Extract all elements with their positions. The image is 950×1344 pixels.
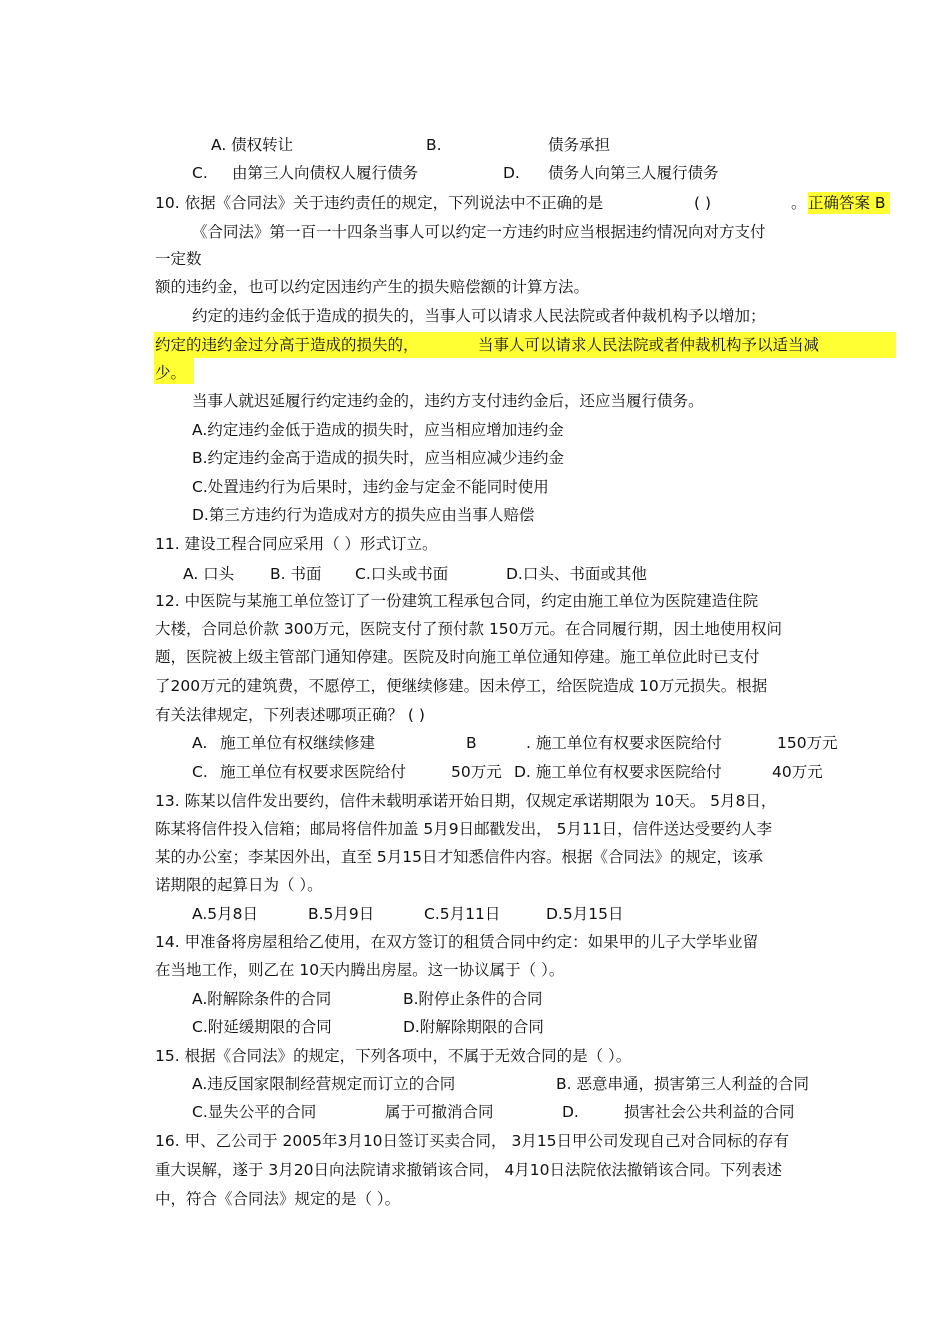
q11-option-b: B. 书面 bbox=[270, 565, 322, 583]
q14-option-b: B.附停止条件的合同 bbox=[403, 990, 543, 1008]
q9-option-c-letter: C. bbox=[192, 164, 208, 182]
q12-option-a-letter: A. bbox=[192, 734, 208, 752]
q14-line2: 在当地工作，则乙在 10天内腾出房屋。这一协议属于（ ）。 bbox=[155, 961, 565, 979]
q14-option-c: C.附延缓期限的合同 bbox=[192, 1018, 332, 1036]
q13-option-a: A.5月8日 bbox=[192, 905, 258, 923]
q10-paren: ( ) bbox=[694, 194, 712, 212]
q9-option-d-text: 债务人向第三人履行债务 bbox=[548, 164, 719, 182]
q12-option-b-letter: B bbox=[466, 734, 477, 752]
q15-option-d-letter: D. bbox=[562, 1103, 579, 1121]
q15-stem: 15. 根据《合同法》的规定，下列各项中，不属于无效合同的是（ ）。 bbox=[155, 1047, 632, 1065]
q9-option-b-text: 债务承担 bbox=[548, 136, 611, 154]
q16-line3: 中，符合《合同法》规定的是（ ）。 bbox=[155, 1190, 401, 1208]
q9-option-a: A. 债权转让 bbox=[211, 136, 294, 154]
q13-line1: 13. 陈某以信件发出要约，信件未载明承诺开始日期，仅规定承诺期限为 10天。 5月8日， bbox=[155, 792, 777, 810]
q12-line1: 12. 中医院与某施工单位签订了一份建筑工程承包合同，约定由施工单位为医院建造住院 bbox=[155, 592, 759, 610]
q14-line1: 14. 甲准备将房屋租给乙使用，在双方签订的租赁合同中约定：如果甲的儿子大学毕业留 bbox=[155, 933, 759, 951]
q10-answer: 正确答案 B bbox=[808, 192, 890, 214]
q12-option-d-text: D. 施工单位有权要求医院给付 bbox=[514, 763, 722, 781]
q12-option-b-text: . 施工单位有权要求医院给付 bbox=[526, 734, 722, 752]
q10-expl-line4b: 当事人可以请求人民法院或者仲裁机构予以适当减 bbox=[478, 336, 820, 354]
q10-expl-line4a: 约定的违约金过分高于造成的损失的， bbox=[155, 336, 419, 354]
q10-expl-line1: 《合同法》第一百一十四条当事人可以约定一方违约时应当根据违约情况向对方支付 bbox=[192, 223, 766, 241]
q10-expl-line5: 少。 bbox=[155, 364, 187, 382]
q13-option-b: B.5月9日 bbox=[308, 905, 375, 923]
q12-option-c-text: 施工单位有权要求医院给付 bbox=[220, 763, 407, 781]
q10-expl-line2: 额的违约金，也可以约定因违约产生的损失赔偿额的计算方法。 bbox=[155, 278, 590, 296]
q9-option-b-letter: B. bbox=[426, 136, 442, 154]
q12-line5: 有关法律规定，下列表述哪项正确？ ( ) bbox=[155, 706, 425, 724]
q10-option-c: C.处置违约行为后果时，违约金与定金不能同时使用 bbox=[192, 478, 549, 496]
q10-option-a: A.约定违约金低于造成的损失时，应当相应增加违约金 bbox=[192, 421, 564, 439]
q11-option-d: D.口头、书面或其他 bbox=[506, 565, 647, 583]
q11-option-a: A. 口头 bbox=[183, 565, 235, 583]
q12-option-d-amount: 40万元 bbox=[772, 763, 823, 781]
q12-line3: 题，医院被上级主管部门通知停建。医院及时向施工单位通知停建。施工单位此时已支付 bbox=[155, 648, 760, 666]
q12-option-c-amount: 50万元 bbox=[451, 763, 502, 781]
q13-option-c: C.5月11日 bbox=[424, 905, 501, 923]
q12-option-b-amount: 150万元 bbox=[777, 734, 838, 752]
q15-option-b: B. 恶意串通，损害第三人利益的合同 bbox=[556, 1075, 809, 1093]
q12-line4: 了200万元的建筑费，不愿停工，便继续修建。因未停工，给医院造成 10万元损失。根据 bbox=[155, 677, 768, 695]
q10-expl-line6: 当事人就迟延履行约定违约金的，违约方支付违约金后，还应当履行债务。 bbox=[192, 392, 704, 410]
q16-line1: 16. 甲、乙公司于 2005年3月10日签订买卖合同， 3月15日甲公司发现自己对合同标的存有 bbox=[155, 1132, 790, 1150]
q11-option-c: C.口头或书面 bbox=[355, 565, 449, 583]
q13-line3: 某的办公室；李某因外出，直至 5月15日才知悉信件内容。根据《合同法》的规定，该承 bbox=[155, 848, 764, 866]
q9-option-d-letter: D. bbox=[503, 164, 520, 182]
q16-line2: 重大误解，遂于 3月20日向法院请求撤销该合同， 4月10日法院依法撤销该合同。下列表述 bbox=[155, 1161, 783, 1179]
q14-option-d: D.附解除期限的合同 bbox=[403, 1018, 544, 1036]
q15-option-c: C.显失公平的合同 bbox=[192, 1103, 317, 1121]
q9-option-c-text: 由第三人向债权人履行债务 bbox=[232, 164, 419, 182]
q10-stem: 10. 依据《合同法》关于违约责任的规定，下列说法中不正确的是 bbox=[155, 194, 604, 212]
q15-option-a: A.违反国家限制经营规定而订立的合同 bbox=[192, 1075, 456, 1093]
q10-expl-line1b: 一定数 bbox=[155, 250, 202, 268]
q13-line2: 陈某将信件投入信箱；邮局将信件加盖 5月9日邮戳发出， 5月11日，信件送达受要约人李 bbox=[155, 820, 773, 838]
q10-expl-line3: 约定的违约金低于造成的损失的，当事人可以请求人民法院或者仲裁机构予以增加； bbox=[192, 307, 766, 325]
q10-option-b: B.约定违约金高于造成的损失时，应当相应减少违约金 bbox=[192, 449, 565, 467]
q13-line4: 诺期限的起算日为（ ）。 bbox=[155, 876, 323, 894]
q10-option-d: D.第三方违约行为造成对方的损失应由当事人赔偿 bbox=[192, 506, 535, 524]
q13-option-d: D.5月15日 bbox=[546, 905, 624, 923]
q12-line2: 大楼，合同总价款 300万元，医院支付了预付款 150万元。在合同履行期，因土地使用权问 bbox=[155, 620, 783, 638]
q12-option-c-letter: C. bbox=[192, 763, 208, 781]
q15-option-c-note: 属于可撤消合同 bbox=[385, 1103, 494, 1121]
q11-stem: 11. 建设工程合同应采用（ ）形式订立。 bbox=[155, 535, 438, 553]
q10-period: 。 bbox=[791, 194, 807, 212]
q15-option-d-text: 损害社会公共利益的合同 bbox=[624, 1103, 795, 1121]
q14-option-a: A.附解除条件的合同 bbox=[192, 990, 332, 1008]
q12-option-a-text: 施工单位有权继续修建 bbox=[220, 734, 376, 752]
